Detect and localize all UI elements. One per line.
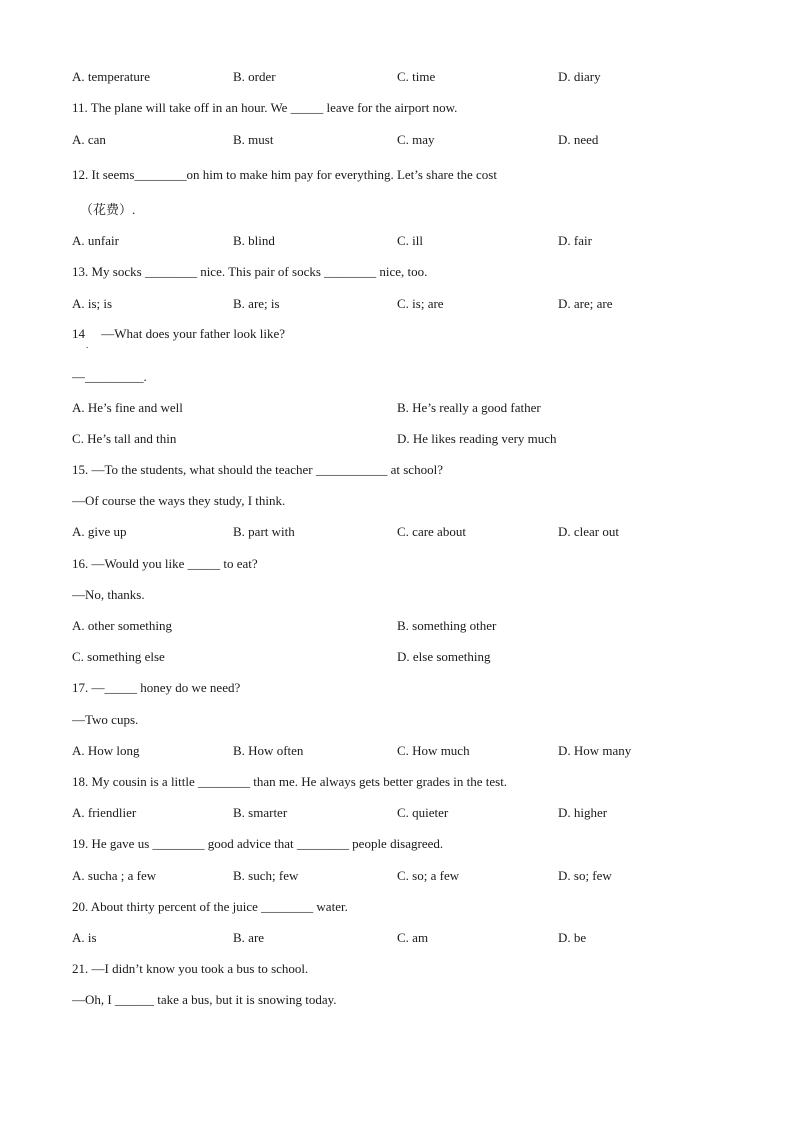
q13-option-a: A. is; is	[72, 296, 113, 311]
q12-option-a: A. unfair	[72, 233, 119, 248]
q14-option-b: B. He’s really a good father	[397, 400, 541, 415]
q19-option-d: D. so; few	[558, 868, 612, 883]
q16-option-d: D. else something	[397, 649, 491, 664]
q12-option-b: B. blind	[233, 233, 275, 248]
q20-option-c: C. am	[397, 930, 429, 945]
q10-option-b: B. order	[233, 69, 276, 84]
q15-stem: 15. —To the students, what should the teacher ___________ at school?	[72, 462, 443, 477]
q13-option-b: B. are; is	[233, 296, 280, 311]
q11-option-a: A. can	[72, 132, 106, 147]
q11-option-d: D. need	[558, 132, 599, 147]
q12-option-c: C. ill	[397, 233, 424, 248]
q12-stem-continued: （花费）.	[80, 202, 136, 217]
q14-option-a: A. He’s fine and well	[72, 400, 183, 415]
q19-stem: 19. He gave us ________ good advice that ________ people disagreed.	[72, 836, 444, 851]
q14-answer-blank: —_________.	[72, 369, 147, 384]
q20-stem: 20. About thirty percent of the juice ________ water.	[72, 899, 348, 914]
q13-option-d: D. are; are	[558, 296, 613, 311]
q13-option-c: C. is; are	[397, 296, 444, 311]
q17-option-d: D. How many	[558, 743, 632, 758]
q19-option-a: A. sucha ; a few	[72, 868, 157, 883]
q19-option-c: C. so; a few	[397, 868, 460, 883]
q21-reply: —Oh, I ______ take a bus, but it is snowing today.	[72, 992, 337, 1007]
q11-option-c: C. may	[397, 132, 435, 147]
q17-option-b: B. How often	[233, 743, 304, 758]
q12-stem: 12. It seems________on him to make him pay for everything. Let’s share the cost	[72, 167, 497, 182]
q20-option-a: A. is	[72, 930, 97, 945]
q15-option-b: B. part with	[233, 524, 295, 539]
q10-option-c: C. time	[397, 69, 436, 84]
q19-option-b: B. such; few	[233, 868, 299, 883]
q18-stem: 18. My cousin is a little ________ than me. He always gets better grades in the test.	[72, 774, 508, 789]
q11-option-b: B. must	[233, 132, 274, 147]
q17-option-c: C. How much	[397, 743, 470, 758]
q16-stem: 16. —Would you like _____ to eat?	[72, 556, 258, 571]
q18-option-b: B. smarter	[233, 805, 288, 820]
q17-reply: —Two cups.	[72, 712, 139, 727]
q18-option-c: C. quieter	[397, 805, 449, 820]
q14-option-c: C. He’s tall and thin	[72, 431, 177, 446]
q16-option-c: C. something else	[72, 649, 165, 664]
q13-stem: 13. My socks ________ nice. This pair of socks ________ nice, too.	[72, 264, 428, 279]
q20-option-d: D. be	[558, 930, 587, 945]
q18-option-d: D. higher	[558, 805, 608, 820]
q15-option-d: D. clear out	[558, 524, 620, 539]
q14-number-dot: .	[86, 340, 89, 350]
q14-stem: 14 —What does your father look like?	[72, 326, 285, 341]
q16-option-a: A. other something	[72, 618, 173, 633]
q17-option-a: A. How long	[72, 743, 140, 758]
q16-option-b: B. something other	[397, 618, 497, 633]
q15-option-c: C. care about	[397, 524, 466, 539]
q21-stem: 21. —I didn’t know you took a bus to school.	[72, 961, 309, 976]
q11-stem: 11. The plane will take off in an hour. We _____ leave for the airport now.	[72, 100, 458, 115]
q15-reply: —Of course the ways they study, I think.	[72, 493, 286, 508]
q10-option-d: D. diary	[558, 69, 601, 84]
q17-stem: 17. —_____ honey do we need?	[72, 680, 241, 695]
q16-reply: —No, thanks.	[72, 587, 145, 602]
q10-option-a: A. temperature	[72, 69, 150, 84]
q15-option-a: A. give up	[72, 524, 127, 539]
q20-option-b: B. are	[233, 930, 265, 945]
q12-option-d: D. fair	[558, 233, 592, 248]
q14-option-d: D. He likes reading very much	[397, 431, 557, 446]
q18-option-a: A. friendlier	[72, 805, 137, 820]
